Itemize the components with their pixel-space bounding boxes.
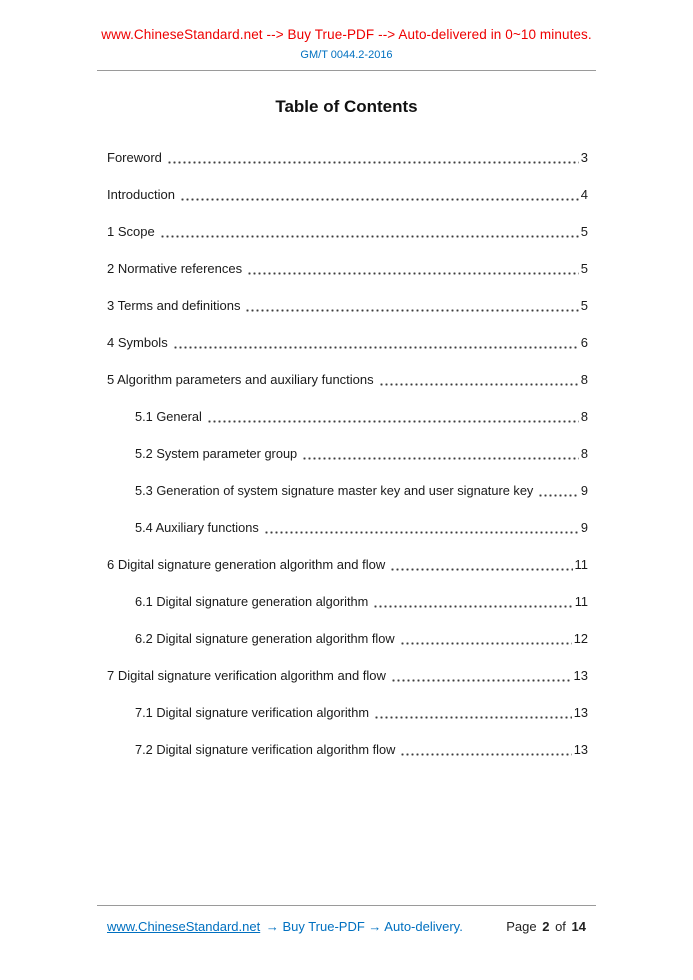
footer-page-word: Page	[506, 919, 537, 934]
toc-entry[interactable]	[97, 668, 596, 686]
toc-leader-dots	[390, 568, 572, 571]
toc-entry-label: 1 Scope	[107, 224, 155, 239]
toc-entry-page: 8	[580, 446, 588, 461]
toc-entry[interactable]	[97, 483, 596, 501]
toc-entry[interactable]	[97, 372, 596, 390]
toc-leader-dots	[400, 642, 572, 645]
toc-entry-page: 8	[580, 409, 588, 424]
toc-leader-dots	[180, 198, 579, 201]
toc-leader-dots	[373, 605, 572, 608]
toc-entry-label: 6.2 Digital signature generation algorithm flow	[135, 631, 395, 646]
toc-leader-dots	[247, 272, 579, 275]
toc-entry-page: 5	[580, 298, 588, 313]
toc-entry-page: 11	[574, 594, 588, 609]
header-divider	[97, 70, 596, 71]
toc-entry-page: 13	[573, 668, 588, 683]
toc-leader-dots	[379, 383, 579, 386]
toc-leader-dots	[264, 531, 579, 534]
toc-entry[interactable]	[97, 705, 596, 723]
toc-entry[interactable]	[97, 335, 596, 353]
toc-entry[interactable]	[97, 631, 596, 649]
footer-promo	[107, 919, 463, 934]
toc-entry[interactable]	[97, 187, 596, 205]
toc-entry-page: 6	[580, 335, 588, 350]
toc-entry-page: 3	[580, 150, 588, 165]
toc-entry-label: 7.1 Digital signature verification algorithm	[135, 705, 370, 720]
toc-entry-page: 12	[573, 631, 588, 646]
toc-entry[interactable]	[97, 150, 596, 168]
doc-code: GM/T 0044.2-2016	[300, 49, 393, 61]
toc-entry[interactable]	[97, 298, 596, 316]
toc-entry-label: 5.2 System parameter group	[135, 446, 298, 461]
toc-entry-page: 8	[580, 372, 588, 387]
toc-entry-page: 5	[580, 224, 588, 239]
toc-leader-dots	[167, 161, 579, 164]
toc-entry-label: 6.1 Digital signature generation algorithm	[135, 594, 369, 609]
toc-leader-dots	[173, 346, 579, 349]
footer-promo-text: → Buy True-PDF → Auto-delivery.	[265, 919, 463, 934]
toc-entry-label: 5.3 Generation of system signature master key and user signature key	[135, 483, 534, 498]
toc-entry-page: 4	[580, 187, 588, 202]
toc-entry-label: 7 Digital signature verification algorithm and flow	[107, 668, 386, 683]
toc-entry-label: 2 Normative references	[107, 261, 243, 276]
toc-entry-page: 5	[580, 261, 588, 276]
toc-entry-label: 4 Symbols	[107, 335, 168, 350]
toc-entry-label: Foreword	[107, 150, 162, 165]
toc-leader-dots	[391, 679, 572, 682]
toc-entry-label: Introduction	[107, 187, 175, 202]
toc-entry[interactable]	[97, 224, 596, 242]
page-title: Table of Contents	[275, 97, 418, 116]
toc-entry-label: 5.4 Auxiliary functions	[135, 520, 259, 535]
toc-leader-dots	[207, 420, 579, 423]
toc-entry-label: 7.2 Digital signature verification algorithm flow	[135, 742, 396, 757]
toc-entry[interactable]	[97, 261, 596, 279]
footer-site-link[interactable]: www.ChineseStandard.net	[107, 919, 261, 934]
toc-entry[interactable]	[97, 446, 596, 464]
header-banner: www.ChineseStandard.net --> Buy True-PDF --> Auto-delivered in 0~10 minutes.	[101, 27, 592, 42]
toc-entry-label: 6 Digital signature generation algorithm and flow	[107, 557, 386, 572]
footer-page-total: 14	[571, 919, 586, 934]
toc-entry-label: 3 Terms and definitions	[107, 298, 241, 313]
toc-entry[interactable]	[97, 520, 596, 538]
page-footer	[0, 905, 693, 934]
toc-entry[interactable]	[97, 557, 596, 575]
toc-leader-dots	[160, 235, 579, 238]
toc-leader-dots	[538, 494, 579, 497]
toc-entry-page: 9	[580, 520, 588, 535]
toc-entry[interactable]	[97, 409, 596, 427]
toc-entry-label: 5.1 General	[135, 409, 202, 424]
toc-entry[interactable]	[97, 742, 596, 760]
toc-leader-dots	[374, 716, 572, 719]
toc-entry-page: 9	[580, 483, 588, 498]
toc-entry-page: 13	[573, 742, 588, 757]
toc-list	[97, 150, 596, 760]
toc-entry-page: 11	[574, 557, 588, 572]
footer-divider	[97, 905, 596, 906]
toc-leader-dots	[400, 753, 571, 756]
toc-leader-dots	[302, 457, 579, 460]
footer-of-word: of	[555, 919, 566, 934]
toc-entry[interactable]	[97, 594, 596, 612]
footer-page-indicator	[506, 919, 588, 934]
toc-entry-label: 5 Algorithm parameters and auxiliary functions	[107, 372, 374, 387]
footer-page-current: 2	[542, 919, 550, 934]
toc-leader-dots	[245, 309, 578, 312]
toc-entry-page: 13	[573, 705, 588, 720]
